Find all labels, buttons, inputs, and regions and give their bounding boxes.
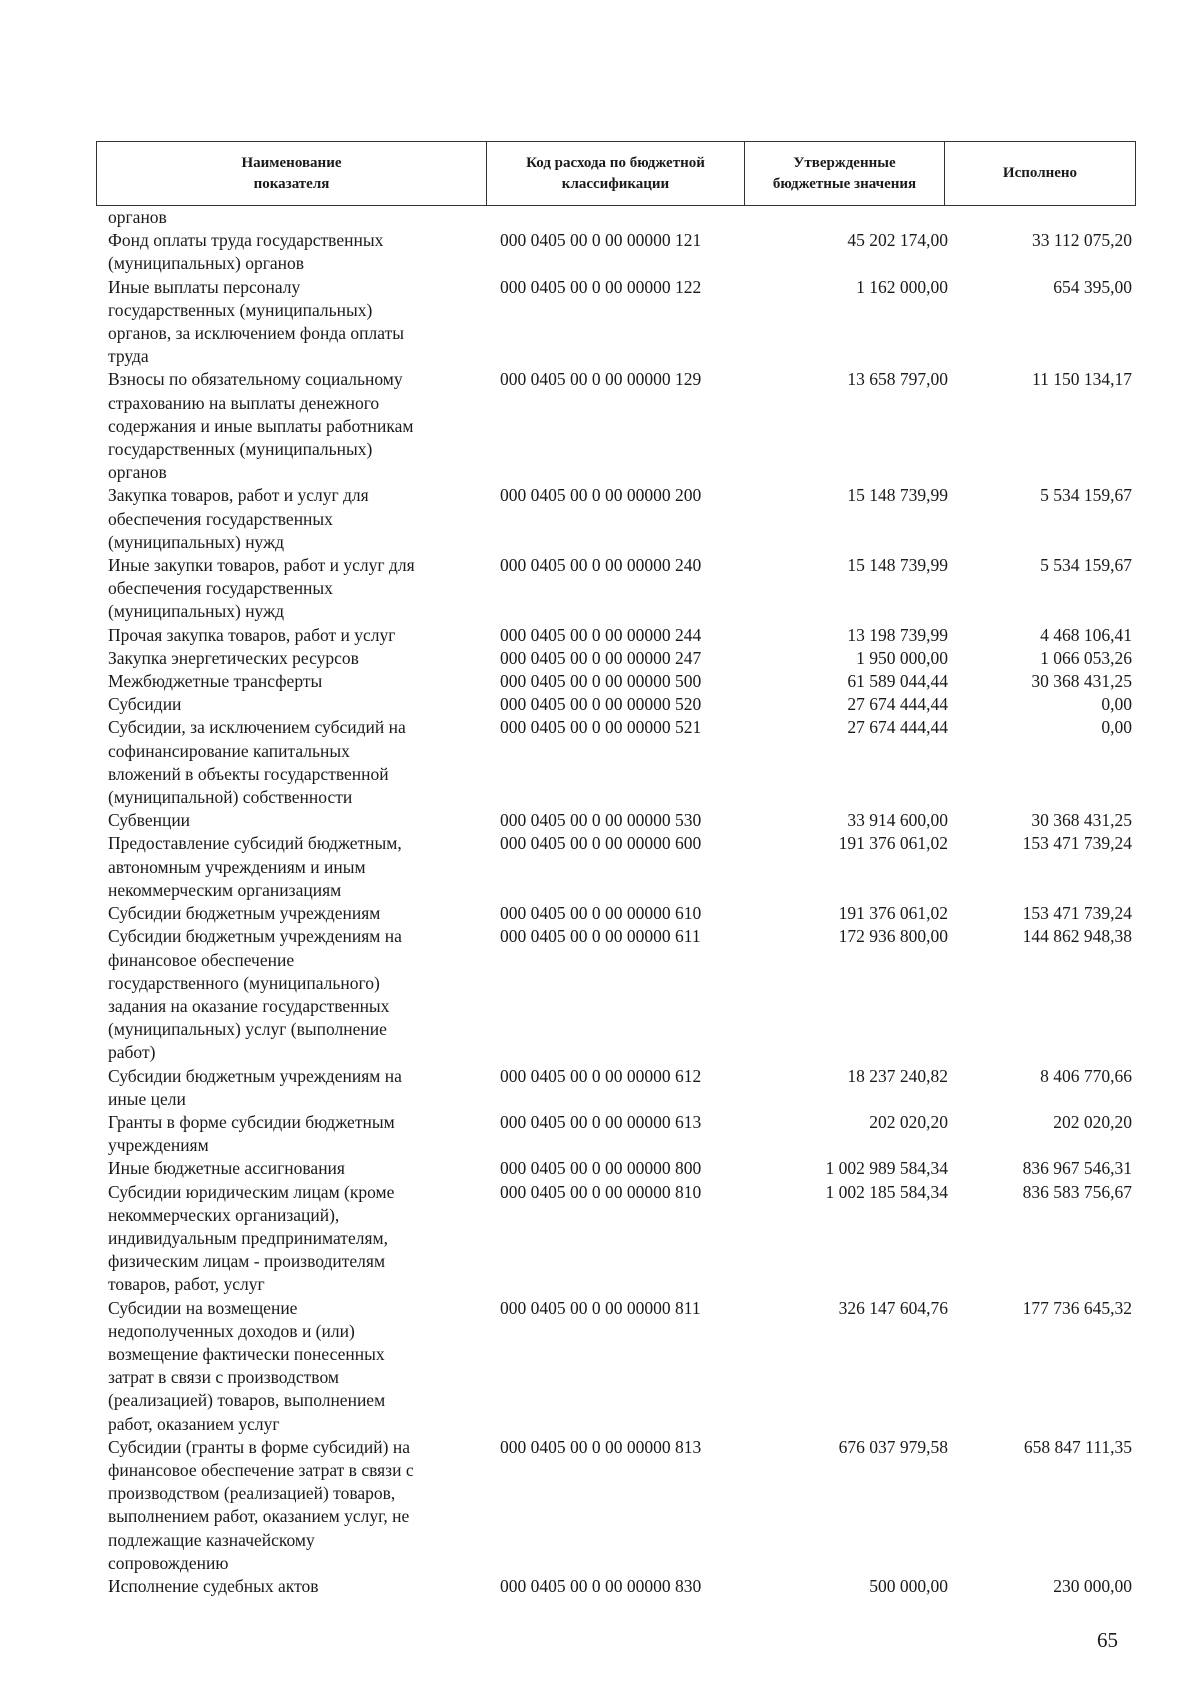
table-row	[108, 1436, 1138, 1575]
row-executed: 0,00	[1101, 694, 1132, 715]
row-name: Иные выплаты персоналу государственных (муниципальных) органов, за исключением фонда оплаты труда	[108, 276, 404, 367]
table-row	[108, 670, 1138, 693]
table-row	[108, 716, 1138, 809]
row-code: 000 0405 00 0 00 00000 500	[500, 671, 702, 692]
row-approved: 45 202 174,00	[847, 230, 948, 251]
continuation-row	[108, 206, 1138, 229]
row-name: Субсидии, за исключением субсидий на софинансирование капитальных вложений в объекты государственной (муниципальной) собственности	[108, 717, 406, 808]
row-code: 000 0405 00 0 00 00000 813	[500, 1436, 702, 1457]
row-name: Иные бюджетные ассигнования	[108, 1158, 345, 1179]
row-code: 000 0405 00 0 00 00000 610	[500, 903, 702, 924]
row-approved: 326 147 604,76	[838, 1297, 948, 1318]
header-executed-column: Исполнено	[1002, 165, 1078, 181]
row-code: 000 0405 00 0 00 00000 247	[500, 647, 702, 668]
table-row	[108, 368, 1138, 484]
table-row	[108, 1181, 1138, 1297]
row-code: 000 0405 00 0 00 00000 810	[500, 1181, 702, 1202]
table-row	[108, 484, 1138, 554]
row-executed: 0,00	[1101, 717, 1132, 738]
row-approved: 13 198 739,99	[847, 624, 948, 645]
row-approved: 15 148 739,99	[847, 555, 948, 576]
row-executed: 144 862 948,38	[1022, 926, 1132, 947]
row-name: Субсидии бюджетным учреждениям	[108, 903, 381, 924]
row-approved: 202 020,20	[869, 1111, 948, 1132]
row-executed: 177 736 645,32	[1022, 1297, 1132, 1318]
row-executed: 11 150 134,17	[1032, 369, 1132, 390]
row-code: 000 0405 00 0 00 00000 521	[500, 717, 702, 738]
table-row	[108, 1297, 1138, 1436]
row-executed: 836 967 546,31	[1022, 1158, 1132, 1179]
table-row	[108, 229, 1138, 275]
table-row	[108, 902, 1138, 925]
table-row	[108, 1575, 1138, 1598]
row-approved: 1 162 000,00	[856, 276, 948, 297]
row-name: Взносы по обязательному социальному страхованию на выплаты денежного содержания и иные выплаты работникам государственных (муниципальных) органов	[108, 369, 414, 483]
row-code: 000 0405 00 0 00 00000 600	[500, 833, 702, 854]
row-approved: 27 674 444,44	[847, 694, 948, 715]
row-approved: 500 000,00	[869, 1575, 948, 1596]
table-row	[108, 276, 1138, 369]
row-executed: 654 395,00	[1053, 276, 1132, 297]
row-name: Иные закупки товаров, работ и услуг для обеспечения государственных (муниципальных) нужд	[108, 555, 415, 622]
row-executed: 202 020,20	[1053, 1111, 1132, 1132]
row-executed: 5 534 159,67	[1040, 485, 1132, 506]
row-code: 000 0405 00 0 00 00000 240	[500, 555, 702, 576]
row-name: Закупка энергетических ресурсов	[108, 647, 359, 668]
row-code: 000 0405 00 0 00 00000 811	[500, 1297, 701, 1318]
row-code: 000 0405 00 0 00 00000 613	[500, 1111, 702, 1132]
table-row	[108, 1157, 1138, 1180]
row-executed: 4 468 106,41	[1040, 624, 1132, 645]
row-code: 000 0405 00 0 00 00000 830	[500, 1575, 702, 1596]
row-approved: 676 037 979,58	[838, 1436, 948, 1457]
header-code-column: Код расхода по бюджетной классификации	[487, 142, 745, 205]
table-row	[108, 832, 1138, 902]
row-approved: 191 376 061,02	[838, 903, 948, 924]
row-approved: 61 589 044,44	[847, 671, 948, 692]
header-approved-column: Утвержденные бюджетные значения	[745, 142, 945, 205]
row-code: 000 0405 00 0 00 00000 520	[500, 694, 702, 715]
row-executed: 5 534 159,67	[1040, 555, 1132, 576]
row-name: Гранты в форме субсидии бюджетным учреждениям	[108, 1111, 395, 1156]
row-approved: 33 914 600,00	[847, 810, 948, 831]
header-name-column: Наименование показателя	[97, 142, 487, 205]
row-approved: 27 674 444,44	[847, 717, 948, 738]
row-name: Субсидии	[108, 694, 182, 715]
row-executed: 153 471 739,24	[1022, 833, 1132, 854]
row-code: 000 0405 00 0 00 00000 121	[500, 230, 702, 251]
row-approved: 1 950 000,00	[856, 647, 948, 668]
row-approved: 15 148 739,99	[847, 485, 948, 506]
table-body	[108, 206, 1138, 1598]
row-approved: 172 936 800,00	[838, 926, 948, 947]
row-executed: 836 583 756,67	[1022, 1181, 1132, 1202]
table-row	[108, 925, 1138, 1064]
table-row	[108, 693, 1138, 716]
table-row	[108, 647, 1138, 670]
table-header	[96, 141, 1136, 206]
row-name: Субсидии на возмещение недополученных доходов и (или) возмещение фактически понесенных затрат в связи с производством (реализацией) товаров, выполнением работ, оказанием услуг	[108, 1297, 386, 1434]
table-row	[108, 1111, 1138, 1157]
row-name: Фонд оплаты труда государственных (муниципальных) органов	[108, 230, 384, 274]
row-name: Субсидии бюджетным учреждениям на финансовое обеспечение государственного (муниципального) задания на оказание государственных (муниципальных) услуг (выполнение работ)	[108, 926, 402, 1063]
row-name: Межбюджетные трансферты	[108, 671, 323, 692]
row-code: 000 0405 00 0 00 00000 611	[500, 926, 701, 947]
row-code: 000 0405 00 0 00 00000 129	[500, 369, 702, 390]
row-executed: 30 368 431,25	[1031, 810, 1132, 831]
row-name: Субсидии бюджетным учреждениям на иные цели	[108, 1065, 402, 1109]
row-name: Субсидии юридическим лицам (кроме некоммерческих организаций), индивидуальным предпринимателям, физическим лицам - производителям товаров, работ, услуг	[108, 1181, 395, 1295]
row-code: 000 0405 00 0 00 00000 530	[500, 810, 702, 831]
row-name: Предоставление субсидий бюджетным, автономным учреждениям и иным некоммерческим организациям	[108, 833, 402, 900]
table-row	[108, 624, 1138, 647]
table-row	[108, 809, 1138, 832]
row-code: 000 0405 00 0 00 00000 244	[500, 624, 702, 645]
row-name: Субсидии (гранты в форме субсидий) на финансовое обеспечение затрат в связи с производством (реализацией) товаров, выполнением работ, оказанием услуг, не подлежащие казначейскому сопровождению	[108, 1436, 414, 1573]
table-row	[108, 554, 1138, 624]
row-approved: 13 658 797,00	[847, 369, 948, 390]
continuation-text: органов	[108, 207, 167, 227]
row-code: 000 0405 00 0 00 00000 800	[500, 1158, 702, 1179]
row-executed: 33 112 075,20	[1032, 230, 1132, 251]
row-executed: 1 066 053,26	[1040, 647, 1132, 668]
row-code: 000 0405 00 0 00 00000 612	[500, 1065, 702, 1086]
row-executed: 658 847 111,35	[1023, 1436, 1132, 1457]
row-name: Прочая закупка товаров, работ и услуг	[108, 624, 396, 645]
row-executed: 230 000,00	[1053, 1575, 1132, 1596]
row-name: Субвенции	[108, 810, 191, 831]
table-row	[108, 1065, 1138, 1111]
row-name: Закупка товаров, работ и услуг для обеспечения государственных (муниципальных) нужд	[108, 485, 369, 552]
row-approved: 1 002 989 584,34	[825, 1158, 948, 1179]
page-number: 65	[1097, 1628, 1118, 1652]
row-executed: 8 406 770,66	[1040, 1065, 1132, 1086]
row-code: 000 0405 00 0 00 00000 200	[500, 485, 702, 506]
row-approved: 191 376 061,02	[838, 833, 948, 854]
row-approved: 1 002 185 584,34	[825, 1181, 948, 1202]
row-name: Исполнение судебных актов	[108, 1575, 319, 1596]
row-executed: 30 368 431,25	[1031, 671, 1132, 692]
row-code: 000 0405 00 0 00 00000 122	[500, 276, 702, 297]
row-executed: 153 471 739,24	[1022, 903, 1132, 924]
row-approved: 18 237 240,82	[847, 1065, 948, 1086]
